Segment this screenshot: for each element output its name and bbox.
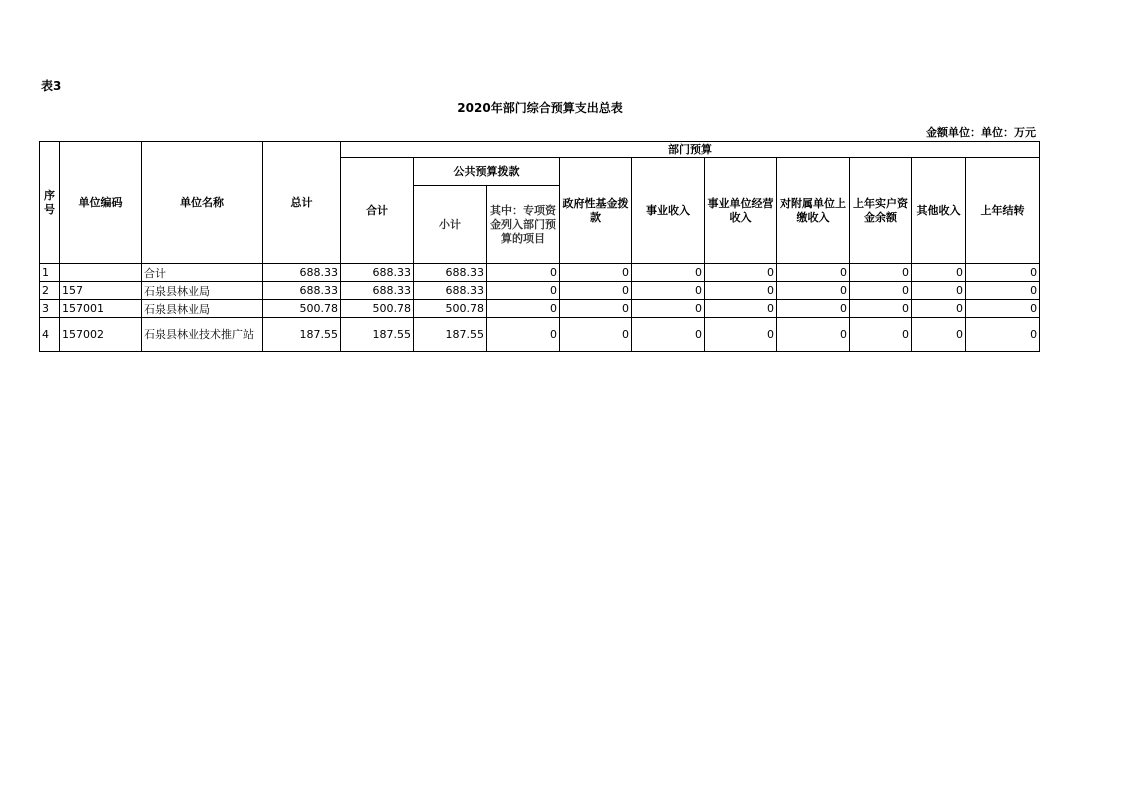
cell-career-income: 0 [632,318,705,352]
cell-last-year-balance: 0 [850,300,912,318]
cell-total: 688.33 [263,282,341,300]
header-last-year-carry: 上年结转 [966,158,1040,264]
header-career-income: 事业收入 [632,158,705,264]
cell-gov-fund: 0 [560,300,632,318]
page-title: 2020年部门综合预算支出总表 [457,101,623,115]
cell-business-income: 0 [705,282,777,300]
cell-code [60,264,142,282]
cell-other-income: 0 [912,264,966,282]
cell-gov-fund: 0 [560,264,632,282]
header-code: 单位编码 [60,142,142,264]
amount-unit-label: 金额单位：单位：万元 [926,126,1036,139]
cell-last-year-carry: 0 [966,300,1040,318]
cell-small-total: 688.33 [414,282,487,300]
cell-career-income: 0 [632,300,705,318]
cell-last-year-balance: 0 [850,318,912,352]
header-name: 单位名称 [142,142,263,264]
cell-code: 157002 [60,318,142,352]
cell-special-fund: 0 [487,318,560,352]
cell-name: 石泉县林业局 [142,300,263,318]
cell-name: 合计 [142,264,263,282]
cell-subordinate-income: 0 [777,264,850,282]
cell-career-income: 0 [632,264,705,282]
cell-last-year-carry: 0 [966,318,1040,352]
cell-small-total: 688.33 [414,264,487,282]
cell-code: 157001 [60,300,142,318]
table-row [40,318,1040,352]
cell-gov-fund: 0 [560,318,632,352]
cell-code: 157 [60,282,142,300]
header-special-fund: 其中：专项资金列入部门预算的项目 [487,186,560,264]
cell-total: 187.55 [263,318,341,352]
header-business-income: 事业单位经营收入 [705,158,777,264]
table-row [40,282,1040,300]
cell-subordinate-income: 0 [777,282,850,300]
cell-subordinate-income: 0 [777,300,850,318]
table-row [40,300,1040,318]
cell-business-income: 0 [705,300,777,318]
cell-special-fund: 0 [487,300,560,318]
header-seq: 序号 [40,142,60,264]
cell-business-income: 0 [705,318,777,352]
header-subordinate-income: 对附属单位上缴收入 [777,158,850,264]
header-gov-fund: 政府性基金拨款 [560,158,632,264]
cell-subtotal: 187.55 [341,318,414,352]
header-total: 总计 [263,142,341,264]
cell-last-year-carry: 0 [966,264,1040,282]
cell-name: 石泉县林业局 [142,282,263,300]
cell-subtotal: 688.33 [341,264,414,282]
cell-subordinate-income: 0 [777,318,850,352]
cell-last-year-carry: 0 [966,282,1040,300]
header-subtotal: 合计 [341,158,414,264]
cell-seq: 4 [40,318,60,352]
cell-seq: 3 [40,300,60,318]
table-tag: 表3 [41,79,62,93]
table-row [40,264,1040,282]
cell-small-total: 187.55 [414,318,487,352]
cell-total: 500.78 [263,300,341,318]
cell-last-year-balance: 0 [850,282,912,300]
budget-table [39,141,1040,352]
cell-gov-fund: 0 [560,282,632,300]
cell-subtotal: 500.78 [341,300,414,318]
cell-other-income: 0 [912,300,966,318]
cell-business-income: 0 [705,264,777,282]
cell-other-income: 0 [912,318,966,352]
cell-small-total: 500.78 [414,300,487,318]
header-public-budget: 公共预算拨款 [414,158,560,186]
cell-special-fund: 0 [487,282,560,300]
header-last-year-balance: 上年实户资金余额 [850,158,912,264]
header-small-total: 小计 [414,186,487,264]
cell-last-year-balance: 0 [850,264,912,282]
cell-subtotal: 688.33 [341,282,414,300]
header-other-income: 其他收入 [912,158,966,264]
cell-name: 石泉县林业技术推广站 [142,318,263,352]
cell-special-fund: 0 [487,264,560,282]
cell-total: 688.33 [263,264,341,282]
cell-seq: 2 [40,282,60,300]
header-dept-budget: 部门预算 [341,142,1040,158]
cell-seq: 1 [40,264,60,282]
cell-other-income: 0 [912,282,966,300]
cell-career-income: 0 [632,282,705,300]
